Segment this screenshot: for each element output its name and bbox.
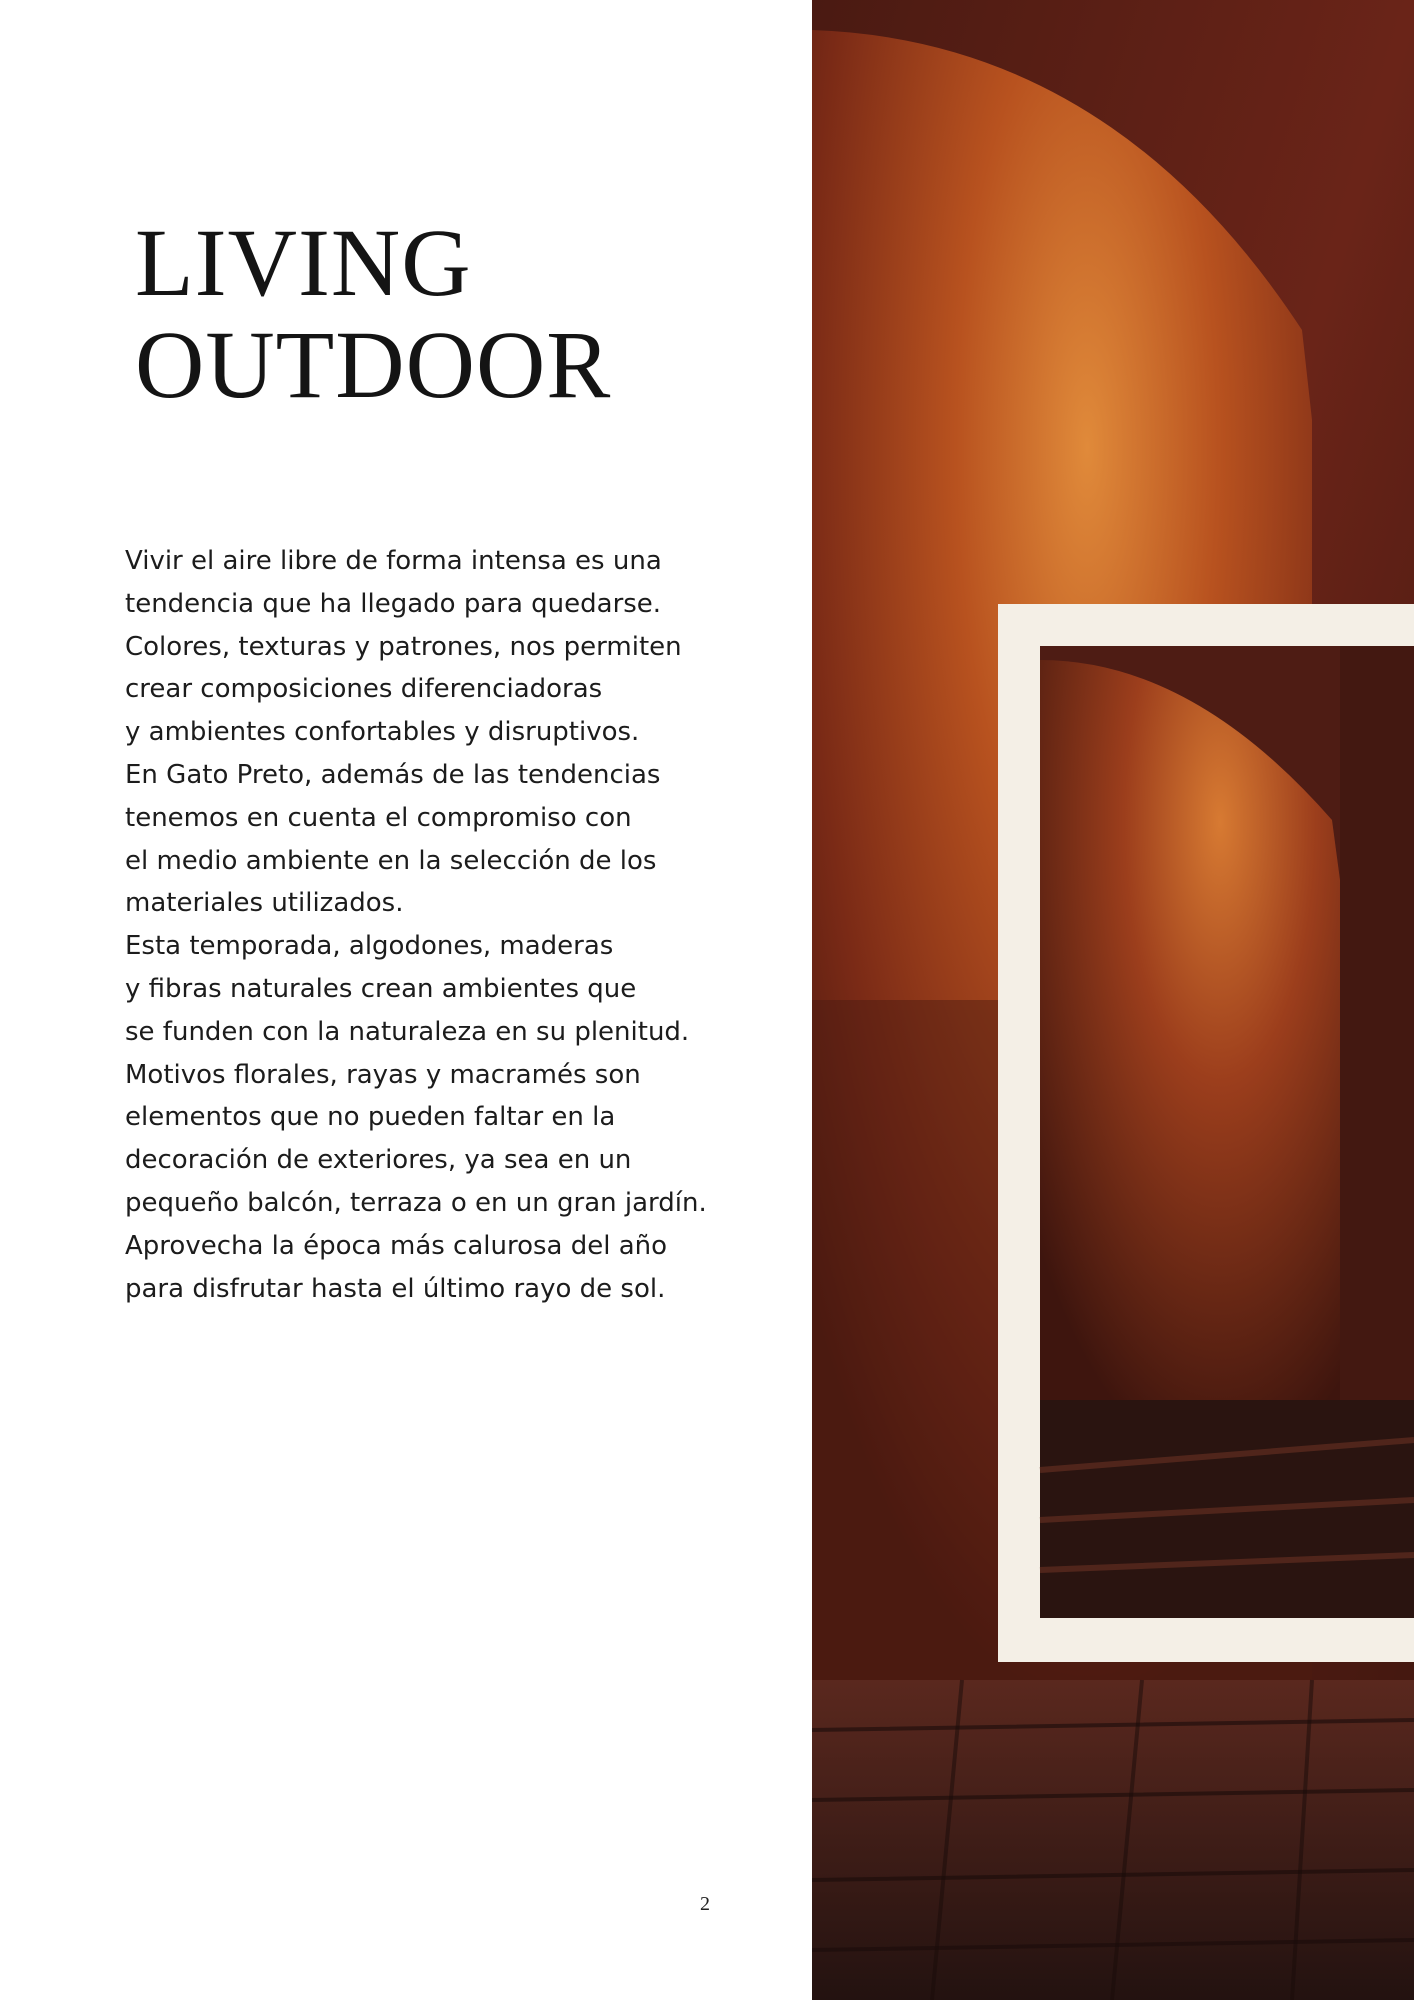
body-paragraph [125, 540, 725, 1310]
body-line: el medio ambiente en la selección de los [125, 845, 657, 876]
body-line: tendencia que ha llegado para quedarse. [125, 588, 662, 619]
body-line: y fibras naturales crean ambientes que [125, 973, 637, 1004]
body-line: En Gato Preto, además de las tendencias [125, 759, 661, 790]
body-line: elementos que no pueden faltar en la [125, 1102, 616, 1133]
page-title [135, 209, 612, 418]
body-line: Motivos florales, rayas y macramés son [125, 1059, 641, 1090]
body-line: pequeño balcón, terraza o en un gran jardín. [125, 1187, 707, 1218]
title-line-2: OUTDOOR [135, 311, 612, 418]
body-line: y ambientes confortables y disruptivos. [125, 717, 640, 748]
body-line: materiales utilizados. [125, 888, 404, 919]
body-line: Colores, texturas y patrones, nos permiten [125, 631, 682, 662]
body-line: crear composiciones diferenciadoras [125, 674, 603, 705]
body-line: para disfrutar hasta el último rayo de sol. [125, 1273, 666, 1304]
body-line: Aprovecha la época más calurosa del año [125, 1230, 668, 1261]
body-line: tenemos en cuenta el compromiso con [125, 802, 632, 833]
page-number: 2 [700, 1893, 710, 1915]
body-line: Esta temporada, algodones, maderas [125, 931, 614, 962]
terracotta-wall-photo [812, 0, 1414, 2000]
body-line: se funden con la naturaleza en su plenitud. [125, 1016, 690, 1047]
title-line-1: LIVING [135, 209, 472, 316]
body-line: Vivir el aire libre de forma intensa es una [125, 546, 662, 576]
body-line: decoración de exteriores, ya sea en un [125, 1145, 632, 1176]
